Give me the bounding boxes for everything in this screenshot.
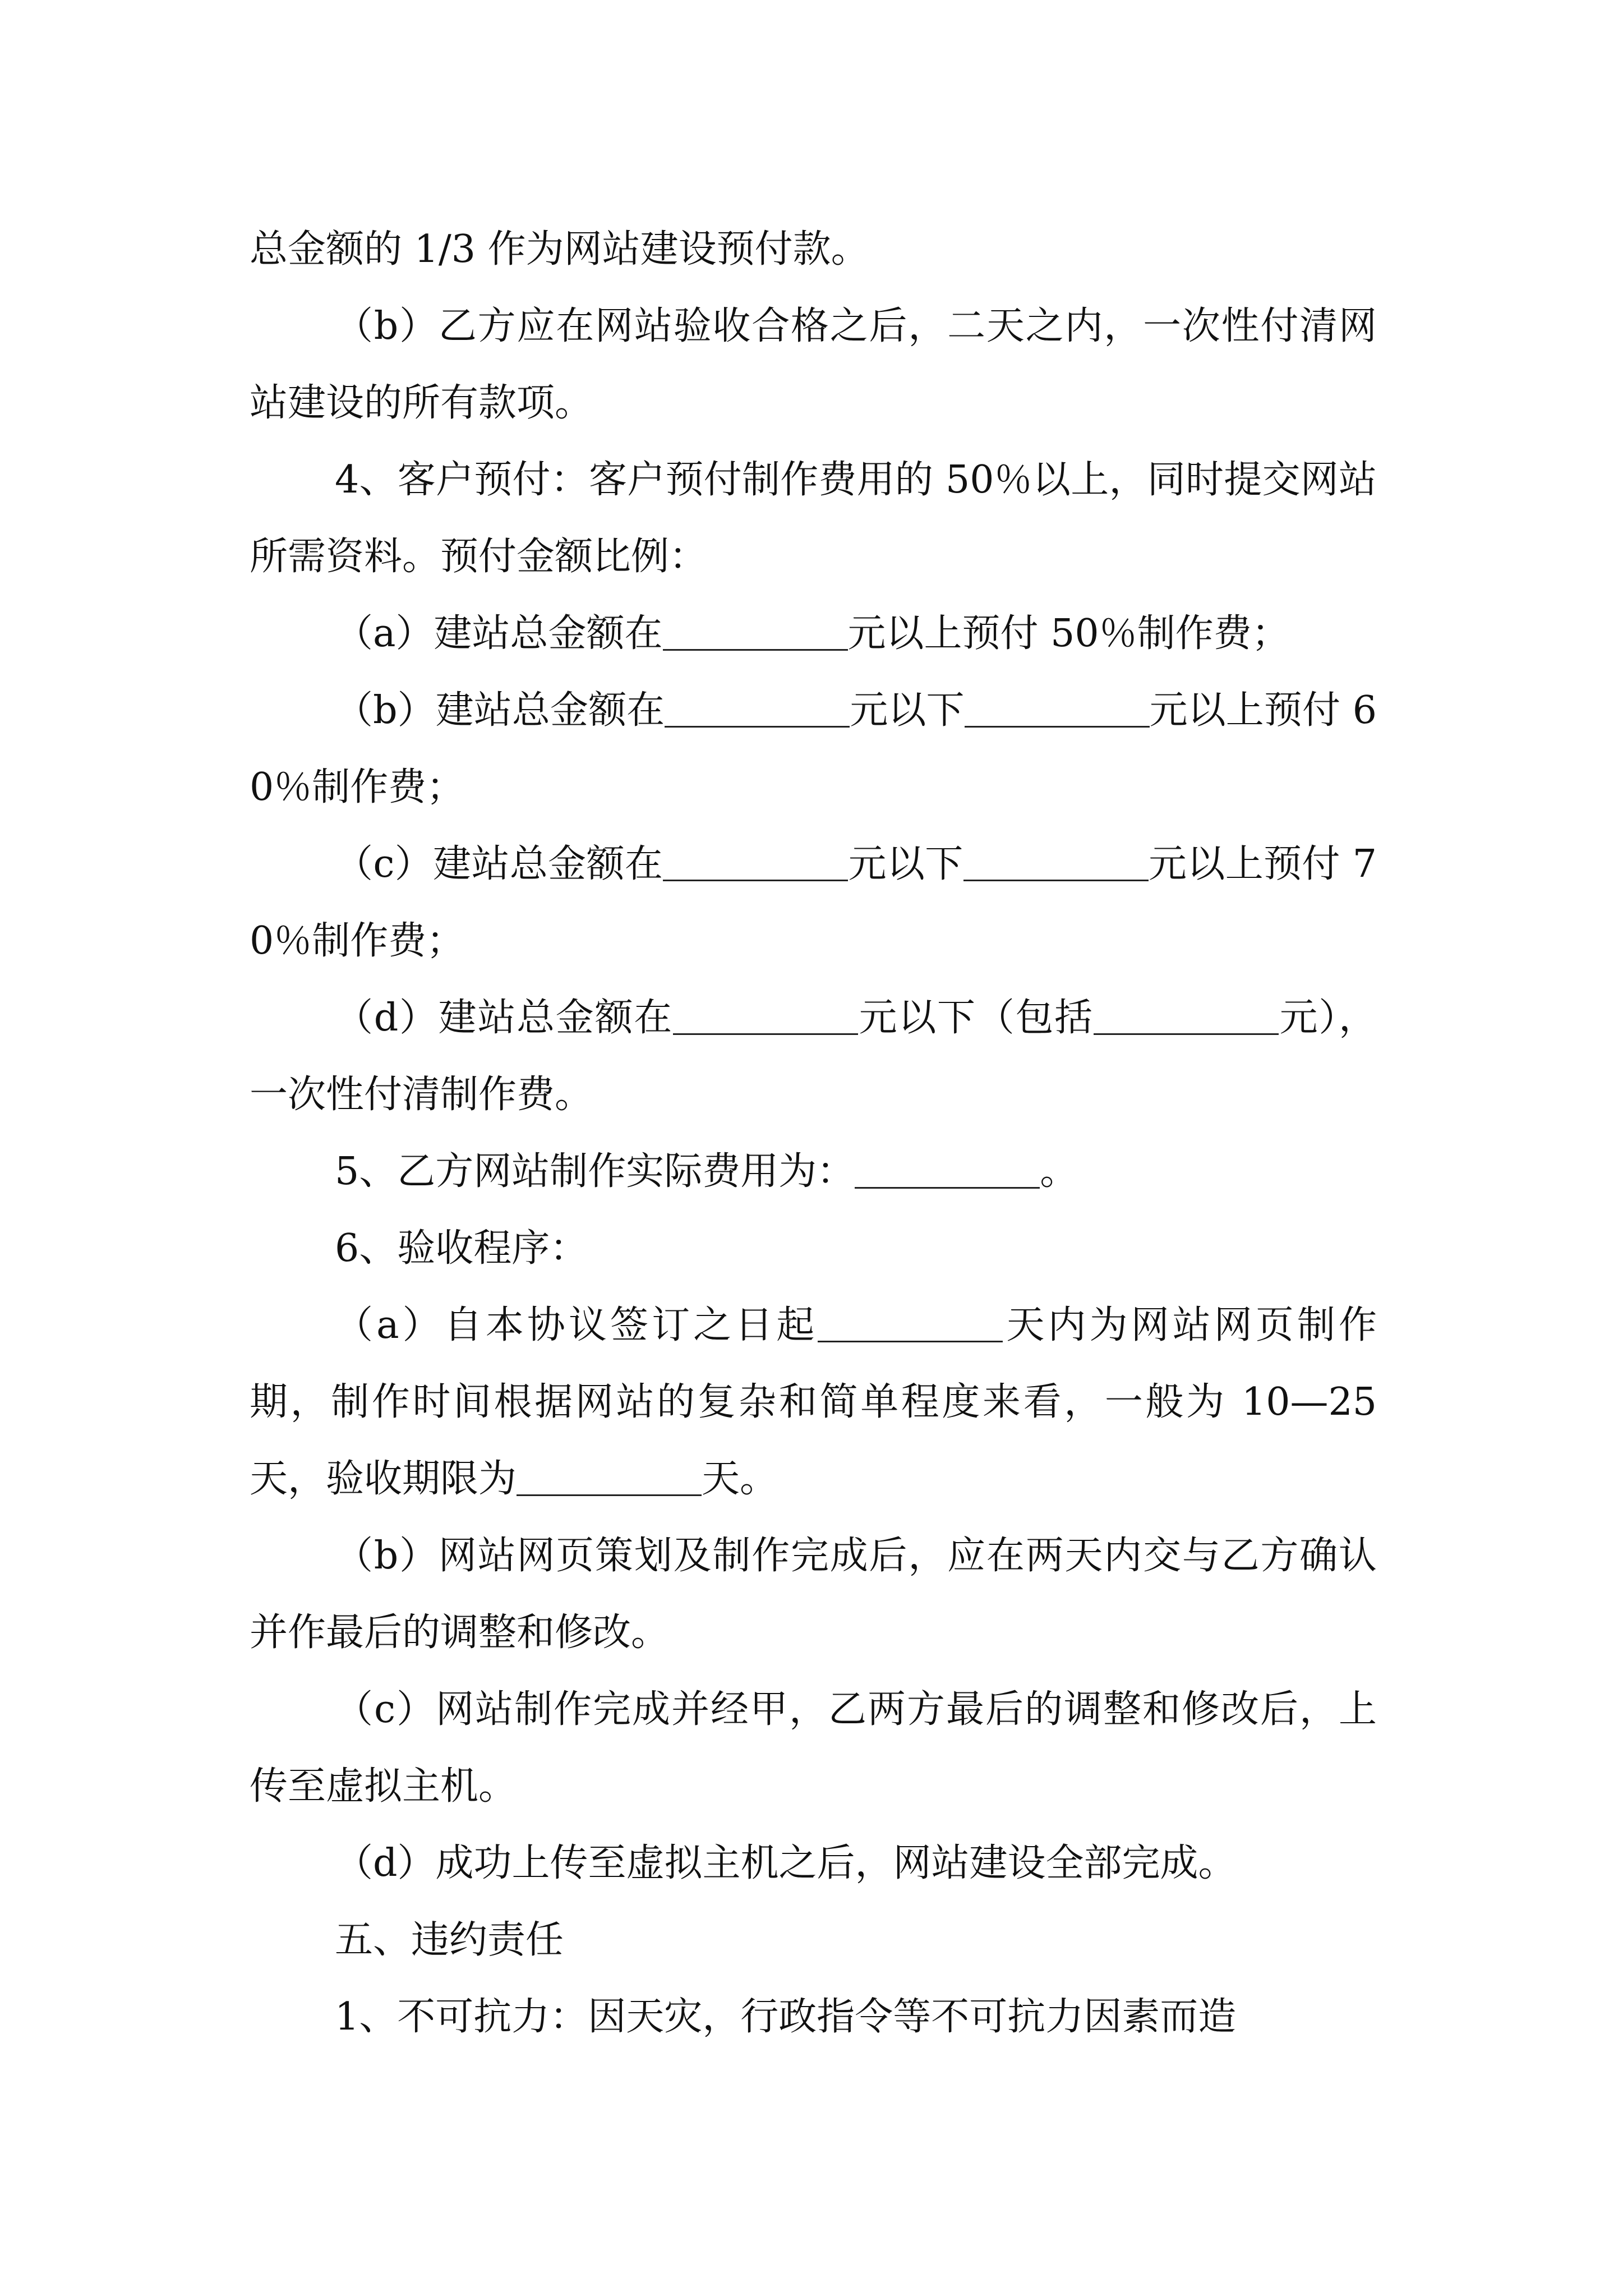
paragraph-p10	[250, 1287, 1377, 1517]
paragraph-text: 6、验收程序：	[335, 1226, 588, 1271]
paragraph-text: 4、客户预付：客户预付制作费用的 50％以上，同时提交网站所需资料。预付金额比例：	[250, 458, 1377, 579]
fill-in-blank	[1094, 995, 1279, 1035]
paragraph-p13	[250, 1825, 1377, 1902]
paragraph-text: 元以下	[848, 842, 963, 886]
paragraph-text: 1、不可抗力：因天灾，行政指令等不可抗力因素而造	[335, 1995, 1237, 2039]
paragraph-text: 天。	[702, 1457, 778, 1501]
paragraph-p1	[250, 211, 1377, 288]
fill-in-blank	[663, 841, 848, 881]
paragraph-text: （c）建站总金额在	[335, 842, 663, 886]
paragraph-text: （c）网站制作完成并经甲，乙两方最后的调整和修改后，上传至虚拟主机。	[250, 1687, 1377, 1809]
paragraph-text: 。	[1040, 1149, 1078, 1194]
fill-in-blank	[855, 1149, 1040, 1189]
paragraph-p11	[250, 1517, 1377, 1671]
fill-in-blank	[963, 841, 1149, 881]
paragraph-p8	[250, 1133, 1377, 1210]
paragraph-text: 五、违约责任	[335, 1918, 564, 1962]
document-body	[250, 211, 1377, 2055]
paragraph-text: （a）自本协议签订之日起	[335, 1303, 818, 1347]
paragraph-p4	[250, 595, 1377, 672]
paragraph-text: （d）成功上传至虚拟主机之后，网站建设全部完成。	[335, 1841, 1237, 1885]
paragraph-text: （b）乙方应在网站验收合格之后，二天之内，一次性付清网站建设的所有款项。	[250, 304, 1377, 425]
paragraph-p3	[250, 441, 1377, 595]
paragraph-p7	[250, 979, 1377, 1133]
paragraph-p2	[250, 288, 1377, 441]
fill-in-blank	[663, 611, 848, 651]
fill-in-blank	[517, 1456, 702, 1496]
paragraph-text: （b）网站网页策划及制作完成后，应在两天内交与乙方确认并作最后的调整和修改。	[250, 1534, 1377, 1655]
paragraph-p12	[250, 1671, 1377, 1825]
paragraph-text: 元以上预付 50％制作费；	[847, 611, 1290, 656]
paragraph-text: 元），一次性付清制作费。	[250, 996, 1377, 1117]
paragraph-p9	[250, 1210, 1377, 1287]
paragraph-text: 总金额的 1/3 作为网站建设预付款。	[250, 227, 869, 272]
fill-in-blank	[965, 688, 1150, 728]
fill-in-blank	[673, 995, 858, 1035]
paragraph-p15	[250, 1978, 1377, 2055]
paragraph-text: 元以上预付 60％制作费；	[250, 688, 1377, 809]
paragraph-text: 5、乙方网站制作实际费用为：	[335, 1149, 855, 1194]
paragraph-p6	[250, 826, 1377, 979]
fill-in-blank	[818, 1303, 1003, 1342]
paragraph-text: 元以上预付 70％制作费；	[250, 842, 1377, 963]
paragraph-text: 元以下（包括	[857, 996, 1094, 1040]
paragraph-text: （d）建站总金额在	[335, 996, 673, 1040]
paragraph-p14	[250, 1902, 1377, 1978]
paragraph-text: 元以下	[850, 688, 965, 733]
paragraph-text: （a）建站总金额在	[335, 611, 663, 656]
paragraph-text: （b）建站总金额在	[335, 688, 665, 733]
paragraph-p5	[250, 672, 1377, 826]
fill-in-blank	[665, 688, 850, 728]
paragraph-text: 天内为网站网页制作期，制作时间根据网站的复杂和简单程度来看，一般为 10—25 天，验收期限为	[250, 1303, 1377, 1501]
